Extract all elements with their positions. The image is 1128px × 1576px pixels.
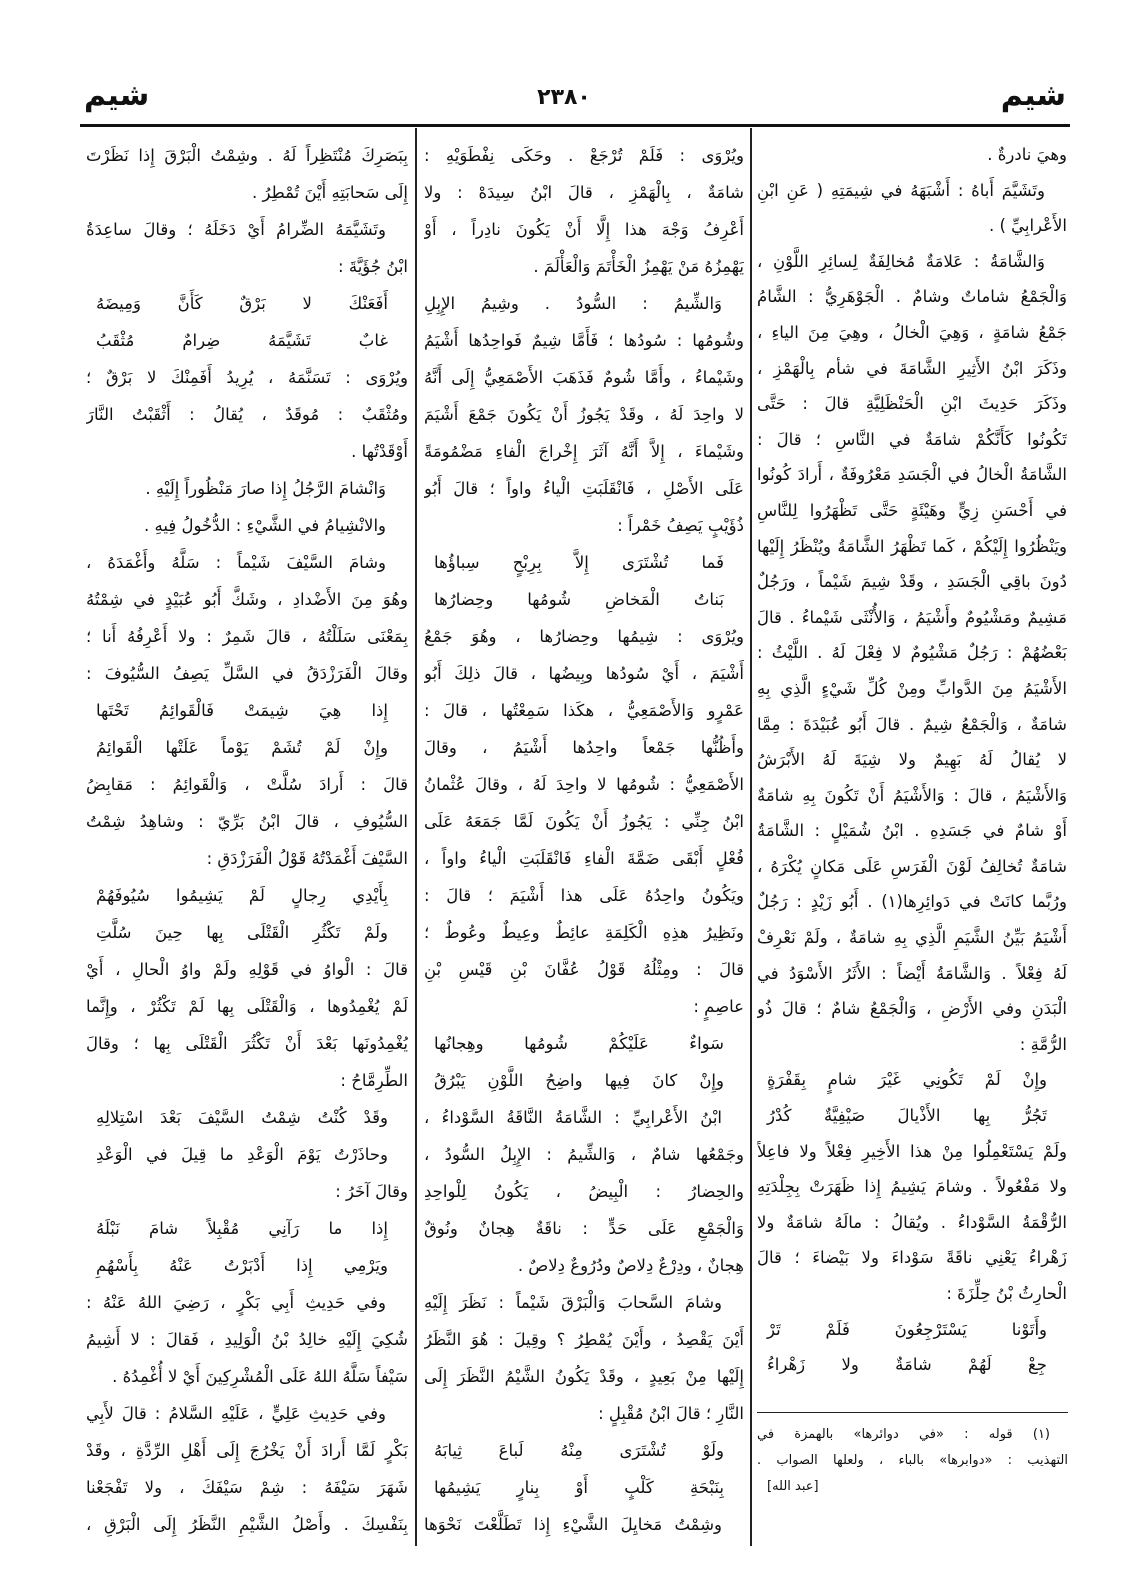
text-line: أَعْرِفُ وَجْهَ هذا إِلَّا أَنْ يَكُونَ نادِراً ، أَوْ xyxy=(424,220,744,239)
verse-line: وإِنْ كانَ فِيها واضِحُ اللَّوْنِ يَبْرُقُ xyxy=(434,1071,724,1090)
text-line: وجَمْعُها شامٌ ، وَالشِّيمُ : الإِبِلُ السُّودُ ، xyxy=(424,1145,744,1164)
text-line: الطِّرِمَّاحُ : xyxy=(340,1071,408,1090)
text-line: شَهَرَ سَيْفَهُ : شِمْ سَيْفَكَ ، ولا تَفْجَعْنا xyxy=(86,1478,408,1497)
text-line: ويَنْظُرُوا إِلَيْكُمْ ، كَما تَظْهَرُ الشَّامَةُ ويُنْظَرُ إِلَيْها xyxy=(757,536,1067,556)
text-line: هِجانٌ ، ودِرْعٌ دِلاصٌ ودُرُوعٌ دِلاصٌ . xyxy=(517,1256,744,1275)
verse-line: جِعْ لَهُمْ شامَةٌ ولا زَهْراءُ xyxy=(767,1355,1047,1375)
verse-line: وقَدْ كُنْتُ شِمْتُ السَّيْفَ بَعْدَ اسْتِلالِهِ xyxy=(96,1108,388,1127)
text-line: وأَظُنُّها جَمْعاً واحِدُها أَشْيَمُ ، وقالَ xyxy=(424,738,744,757)
footnote-line: (١) قوله : «في دوائرها» بالهمزة في xyxy=(757,1427,1050,1442)
text-line: ابْنُ جُؤَيَّةَ : xyxy=(338,257,408,276)
text-line: لَهُ فِعْلاً . وَالشَّامَةُ أَيْضاً : الأَثَرُ الأَسْوَدُ في xyxy=(757,963,1067,983)
text-line: النَّارِ ؛ قالَ ابْنُ مُقْبِلٍ : xyxy=(598,1404,744,1423)
text-line: شامَةٌ ، وَالْجَمْعُ شِيمٌ . قالَ أَبُو عُبَيْدَةَ : مِمَّا xyxy=(757,714,1067,734)
text-line: في أَحْسَنِ زِيٍّ وهَيْئَةٍ حَتَّى تَظْهَرُوا لِلنَّاسِ xyxy=(757,500,1067,520)
text-line: ويُرْوَى : فَلَمْ تُرْجَعْ . وحَكَى نِفْطَوَيْهِ : xyxy=(424,146,744,165)
text-line: وهُوَ مِنَ الأَضْدادِ ، وشَكَّ أَبُو عُبَيْدٍ في شِمْتُهُ xyxy=(86,590,408,609)
text-line: أَشْيَمَ ، أَيْ سُودُها وبِيضُها ، قالَ ذلِكَ أَبُو xyxy=(424,664,744,683)
text-line: بِمَعْنَى سَلَلْتُهُ ، قالَ شَمِرٌ : ولا أَعْرِفُهُ أَنا ؛ xyxy=(86,627,408,646)
text-line: ابْنُ جِنِّي : يَجُوزُ أَنْ يَكُونَ لَمَّا جَمَعَهُ عَلَى xyxy=(424,812,744,831)
text-line: يُغْمِدُونَها بَعْدَ أَنْ تَكْثُرَ الْقَتْلَى بِها ؛ وقالَ xyxy=(86,1034,408,1053)
text-line: ابْنُ الأَعْرابِيِّ : الشَّامَةُ النَّاقَةُ السَّوْداءُ ، xyxy=(424,1108,722,1127)
verse-line: وإِنْ لَمْ تَكُونِي غَيْرَ شامٍ بِقَفْرَةٍ xyxy=(767,1070,1047,1090)
text-line: وَانْشامَ الرَّجُلُ إِذا صارَ مَنْظُوراً إِلَيْهِ . xyxy=(145,479,386,498)
text-line: وشِمْتُ مَخايِلَ الشَّيْءِ إِذا تَطَلَّعْتَ نَحْوَها xyxy=(424,1515,722,1534)
footnote-rule xyxy=(757,1412,1068,1413)
text-line: عاصِمٍ : xyxy=(693,997,744,1016)
text-line: لا يُقالُ لَهُ بَهِيمٌ ولا شِيَةَ لَهُ الأَبْرَشُ xyxy=(757,750,1067,770)
text-line: وشُومُها : سُودُها ؛ فَأَمَّا شِيمٌ فَواحِدُها أَشْيَمُ xyxy=(424,331,744,350)
text-line: وشامَ السَّيْفَ شَيْماً : سَلَّهُ وأَغْمَدَهُ ، xyxy=(86,553,386,572)
verse-line: وأَتَوْنا يَسْتَرْجِعُونَ فَلَمْ تَرْ xyxy=(767,1319,1047,1339)
text-line: السُّيُوفِ ، قالَ ابْنُ بَرِّيّ : وشاهِدُ شِمْتُ xyxy=(86,812,408,831)
column-divider xyxy=(750,128,752,1546)
text-line: عَلَى الأَصْلِ ، فَانْقَلَبَتِ الْياءُ واواً ؛ قالَ أَبُو xyxy=(424,479,744,498)
text-line: سَيْفاً سَلَّهُ اللهُ عَلَى الْمُشْرِكِينَ أَيْ لا أُغْمِدُهُ . xyxy=(112,1367,408,1386)
text-line: وَالْجَمْعُ شاماتٌ وشامٌ . الْجَوْهَرِيُّ : الشَّامُ xyxy=(757,287,1067,307)
text-line: قالَ : أَرادَ سُلَّتْ ، وَالْقَوائِمُ : مَقابِضُ xyxy=(86,775,408,794)
text-line: الرُّقْمَةُ السَّوْداءُ . ويُقالُ : مالَهُ شامَةٌ ولا xyxy=(757,1212,1067,1232)
verse-line: ولَوْ تُشْتَرَى مِنْهُ لَباعَ ثِيابَهُ xyxy=(434,1441,724,1460)
text-line: وشامَ السَّحابَ وَالْبَرْقَ شَيْماً : نَظَرَ إِلَيْهِ xyxy=(424,1293,722,1312)
text-line: والانْشِيامُ في الشَّيْءِ : الدُّخُولُ فِيهِ . xyxy=(144,516,386,535)
verse-line: بِأَيْدِي رِجالٍ لَمْ يَشِيمُوا سُيُوفَهُمْ xyxy=(96,886,388,905)
verse-line: أَفَعَنْكَ لا بَرْقٌ كَأَنَّ وَمِيضَهُ xyxy=(96,294,388,313)
footnote-line: التهذيب : «دوابرها» بالباء ، ولعلها الصواب . xyxy=(757,1453,1068,1468)
verse-line: إِذا هِيَ شِيمَتْ فَالْقَوائِمُ تَحْتَها xyxy=(96,701,388,720)
text-line: ونَظِيرُ هذِهِ الْكَلِمَةِ عائِطٌ وعِيطٌ وعُوطٌ ؛ xyxy=(424,923,744,942)
verse-line: سَواءٌ عَلَيْكُمْ شُومُها وهِجانُها xyxy=(434,1034,724,1053)
running-head-left: شيم xyxy=(84,78,150,113)
text-line: أَوْ شامٌ في جَسَدِهِ . ابْنُ شُمَيْلٍ : الشَّامَةُ xyxy=(757,821,1067,841)
text-line: وتَشَيَّمَهُ الضِّرامُ أَيْ دَخَلَهُ ؛ وقالَ ساعِدَةُ xyxy=(86,220,386,239)
text-line: أَوْقَدْتُها . xyxy=(351,442,408,461)
text-line: وهيَ نادرةٌ . xyxy=(987,145,1067,164)
text-line: ويُرْوَى : شِيمُها وحِضارُها ، وهُوَ جَمْعُ xyxy=(424,627,744,646)
text-line: وفي حَدِيثِ أَبِي بَكْرٍ ، رَضِيَ اللهُ عَنْهُ : xyxy=(86,1293,386,1312)
column-middle xyxy=(424,137,744,1543)
text-line: وَالْجَمْعِ عَلَى حَدٍّ : ناقَةٌ هِجانٌ ونُوقٌ xyxy=(424,1219,744,1238)
text-line: بَكْرٍ لَمَّا أَرادَ أَنْ يَخْرُجَ إِلَى أَهْلِ الرِّدَّةِ ، وقَدْ xyxy=(86,1441,408,1460)
column-divider xyxy=(415,128,417,1546)
text-line: الأَشْيَمُ مِنَ الدَّوابِّ ومِنْ كُلِّ شَيْءٍ الَّذِي بِهِ xyxy=(757,678,1067,698)
verse-line: تَجُرُّ بِها الأَذْيالَ صَيْفِيَّةٌ كُدْرُ xyxy=(767,1106,1047,1126)
text-line: جَمْعُ شامَةٍ ، وَهِيَ الْخالُ ، وهِيَ مِنَ الياءِ ، xyxy=(757,322,1067,342)
verse-line: فَما تُشْتَرَى إِلاَّ بِرِبْحٍ سِباؤُها xyxy=(434,553,724,572)
text-line: وذَكَرَ حَدِيثَ ابْنِ الْحَنْظَلِيَّةِ قالَ : حَتَّى xyxy=(757,394,1067,414)
text-line: الأَصْمَعِيُّ : شُومُها لا واحِدَ لَهُ ، وقالَ عُثْمانُ xyxy=(424,775,744,794)
verse-line: وإِنْ لَمْ تُشَمْ يَوْماً عَلَتْها الْقَوائِمُ xyxy=(96,738,388,757)
text-line: الشَّامَةُ الْخالُ في الْجَسَدِ مَعْرُوفَةٌ ، أَرادَ كُونُوا xyxy=(757,465,1067,485)
page-number: ٢٣٨٠ xyxy=(537,85,591,110)
text-line: بِنَفْسِكَ . وأَصْلُ الشَّيْمِ النَّظَرُ إِلَى الْبَرْقِ ، xyxy=(86,1515,408,1534)
text-line: الْحارِثُ بْنُ حِلِّزَةَ : xyxy=(946,1284,1067,1303)
text-line: وشَيْماءَ ، إِلاَّ أَنَّهُ آثَرَ إِخْراجَ الْفاءِ مَضْمُومَةً xyxy=(424,442,744,461)
text-line: السَّيْفَ أَغْمَدْتُهُ قَوْلُ الْفَرَزْدَقِ : xyxy=(206,849,408,868)
text-line: وتَشَيَّمَ أَباهُ : أَشْبَهَهُ في شِيمَتِهِ ( عَنِ ابْنِ xyxy=(757,180,1045,200)
text-line: ولا مَفْعُولاً . وشامَ يَشِيمُ إِذا ظَهَرَتْ بِجِلْدَتِهِ xyxy=(757,1177,1067,1197)
text-line: وَالشَّامَةُ : عَلامَةٌ مُخالِفَةٌ لِسائِرِ اللَّوْنِ ، xyxy=(757,251,1045,271)
text-line: وقالَ الْفَرَزْدَقُ في السَّلِّ يَصِفُ السُّيُوفَ : xyxy=(86,664,408,683)
footnote xyxy=(757,1422,1068,1500)
text-line: مَشِيمٌ ومَشْيُومٌ وأَشْيَمُ ، وَالأُنْثَى شَيْماءُ . قالَ xyxy=(757,607,1067,627)
text-line: الرُّمَّةِ : xyxy=(1019,1034,1067,1054)
text-line: لا واحِدَ لَهُ ، وقَدْ يَجُوزُ أَنْ يَكُونَ جَمْعَ أَشْيَمَ xyxy=(424,405,744,424)
text-line: لَمْ يُغْمِدُوها ، وَالْقَتْلَى بِها لَمْ تَكْثُرْ ، وإِنَّما xyxy=(86,997,408,1016)
text-line: وَالشِّيمُ : السُّودُ . وشِيمُ الإِبِلِ xyxy=(424,294,722,313)
verse-line: إِذا ما رَآنِي مُقْبِلاً شامَ نَبْلَهُ xyxy=(96,1219,388,1238)
text-line: إِلَى سَحابَتِهِ أَيْنَ تُمْطِرُ . xyxy=(251,183,408,202)
text-line: ورُبَّما كانَتْ في دَوائِرِها(١) . أَبُو زَيْدٍ : رَجُلٌ xyxy=(757,892,1067,912)
text-line: الأَعْرابِيِّ ) . xyxy=(988,216,1067,236)
text-line: بَعْضُهُمْ : رَجُلٌ مَشْيُومٌ لا فِعْلَ لَهُ . اللَّيْثُ : xyxy=(757,643,1067,663)
text-line: الْبَدَنِ وفي الأَرْضِ ، وَالْجَمْعُ شامٌ ؛ قالَ ذُو xyxy=(757,999,1067,1019)
column-right xyxy=(757,137,1067,1383)
text-line: يَهْمِزُهُ مَنْ يَهْمِزُ الْخَأْتَمَ وَالْعَأْلَمَ . xyxy=(533,257,744,276)
running-head-right: شيم xyxy=(1000,78,1066,113)
text-line: شامَةٌ ، بِالْهَمْزِ ، قالَ ابْنُ سِيدَهْ : ولا xyxy=(424,183,744,202)
verse-line: بِنَبْحَةِ كَلْبٍ أَوْ بِنارٍ يَشِيمُها xyxy=(434,1478,724,1497)
text-line: وَالأَشْيَمُ ، قالَ : وَالأَشْيَمُ أَنْ تَكُونَ بِهِ شامَةٌ xyxy=(757,785,1067,805)
text-line: ويَكُونُ واحِدُهُ عَلَى هذا أَشْيَمَ ؛ قالَ : xyxy=(424,886,744,905)
text-line: قالَ : ومِثْلُهُ قَوْلُ عُفَّانَ بْنِ قَيْسِ بْنِ xyxy=(424,960,744,979)
text-line: ومُثْقَبٌ : مُوقَدٌ ، يُقالُ : أَثْقَبْتُ النَّارَ xyxy=(86,405,408,424)
text-line: وذَكَرَ ابْنُ الأَثِيرِ الشَّامَةَ في شأم بِالْهَمْزِ ، xyxy=(757,358,1067,378)
text-line: عَمْرٍو وَالأَصْمَعِيُّ ، هكَذا سَمِعْتُها ، قالَ : xyxy=(424,701,744,720)
text-line: ولَمْ يَسْتَعْمِلُوا مِنْ هذا الأَخِيرِ فِعْلاً ولا فاعِلاً xyxy=(757,1141,1067,1161)
text-line: بِبَصَرِكَ مُنْتَظِراً لَهُ . وشِمْتُ الْبَرْقَ إِذا نَظَرْتَ xyxy=(86,146,408,165)
text-line: شامَةٌ تُخالِفُ لَوْنَ الْفَرَسِ عَلَى مَكانٍ يُكْرَهُ ، xyxy=(757,856,1067,876)
header-rule xyxy=(80,124,1070,127)
text-line: إِلَيْها مِنْ بَعِيدٍ ، وقَدْ يَكُونُ الشَّيْمُ النَّظَرَ إِلَى xyxy=(424,1367,744,1386)
verse-line: غابٌ تَشَيَّمَهُ ضِرامٌ مُثْقَبُ xyxy=(96,331,388,350)
text-line: ذُؤَيْبٍ يَصِفُ خَمْراً : xyxy=(617,516,744,535)
verse-line: بَناتُ الْمَخاضِ شُومُها وحِضارُها xyxy=(434,590,724,609)
footnote-signature: [عبد الله] xyxy=(767,1479,819,1494)
text-line: ويُرْوَى : تَسَنَّمَهُ ، يُرِيدُ أَفَمِنْكَ لا بَرْقٌ ؛ xyxy=(86,368,408,387)
text-line: شُكِيَ إِلَيْهِ خالِدُ بْنُ الْوَلِيدِ ، فَقالَ : لا أَشِيمُ xyxy=(86,1330,408,1349)
verse-line: ولَمْ تَكْثُرِ الْقَتْلَى بِها حِينَ سُلَّتِ xyxy=(96,923,388,942)
text-line: تَكُونُوا كَأَنَّكُمْ شامَةٌ في النَّاسِ ؛ قالَ : xyxy=(757,429,1067,449)
text-line: أَشْيَمُ بَيِّنُ الشَّيَمِ الَّذِي بِهِ شامَةٌ ، ولَمْ نَعْرِفْ xyxy=(757,928,1067,948)
text-line: قالَ : الْواوُ في قَوْلِهِ ولَمْ واوُ الْحالِ ، أَيْ xyxy=(86,960,408,979)
text-line: فُعْلٍ أَبْقَى ضَمَّةَ الْفاءِ فَانْقَلَبَتِ الْياءُ واواً ، xyxy=(424,849,744,868)
text-line: أَيْنَ يَقْصِدُ ، وأَيْنَ يُمْطِرُ ؟ وقِيلَ : هُوَ النَّظَرُ xyxy=(424,1330,744,1349)
text-line: زَهْراءُ يَعْنِي ناقَةً سَوْداءَ ولا بَيْضاءَ ؛ قالَ xyxy=(757,1248,1067,1268)
text-line: وفي حَدِيثِ عَلِيٍّ ، عَلَيْهِ السَّلامُ : قالَ لأَبِي xyxy=(86,1404,386,1423)
verse-line: وحاذَرْتُ يَوْمَ الْوَعْدِ ما قِيلَ في الْوَعْدِ xyxy=(96,1145,388,1164)
text-line: وشَيْماءُ ، وأَمَّا شُومٌ فَذَهَبَ الأَصْمَعِيُّ إِلَى أَنَّهُ xyxy=(424,368,744,387)
text-line: دُونَ باقِي الْجَسَدِ ، وقَدْ شِيمَ شَيْماً ، ورَجُلٌ xyxy=(757,572,1067,592)
text-line: وقالَ آخَرُ : xyxy=(335,1182,408,1201)
verse-line: ويَرْمِي إِذا أَدْبَرْتُ عَنْهُ بِأَسْهُمِ xyxy=(96,1256,388,1275)
text-line: والحِضارُ : الْبِيضُ ، يَكُونُ لِلْواحِدِ xyxy=(424,1182,744,1201)
column-left xyxy=(86,137,408,1543)
